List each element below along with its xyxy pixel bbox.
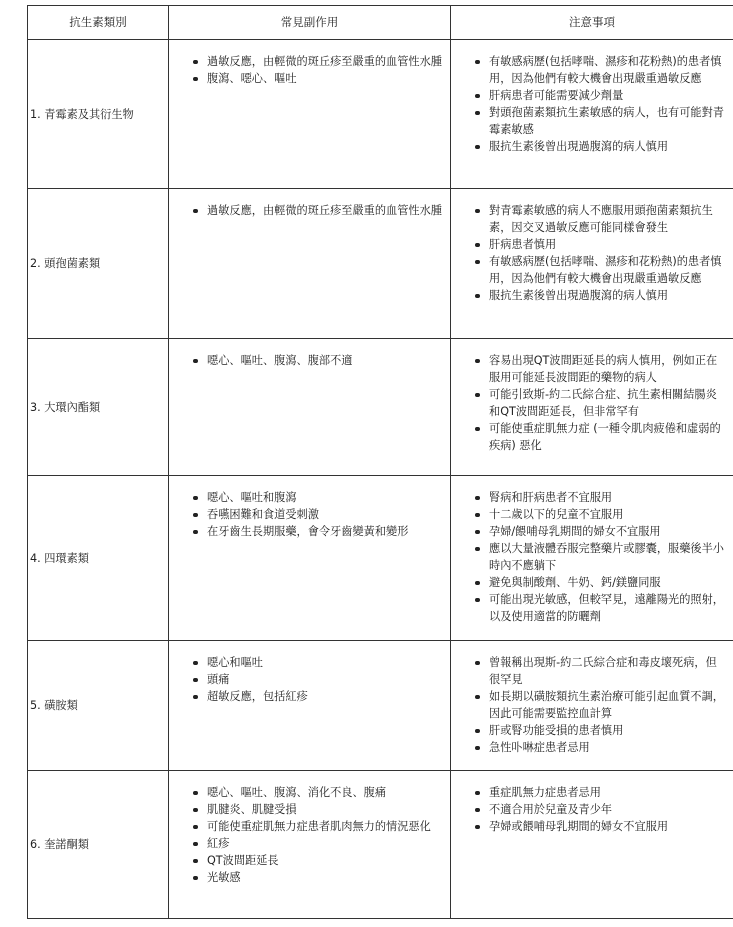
- list-item: 重症肌無力症患者忌用: [489, 784, 727, 801]
- list-item: 肝或腎功能受損的患者慎用: [489, 722, 727, 739]
- precautions-cell: [451, 641, 733, 771]
- list-item: 腹瀉、噁心、嘔吐: [207, 70, 444, 87]
- side-effects-cell: [169, 641, 451, 771]
- list-item: 服抗生素後曾出現過腹瀉的病人慎用: [489, 138, 727, 155]
- list-item: 應以大量液體吞服完整藥片或膠囊，服藥後半小時內不應躺下: [489, 540, 727, 574]
- list-item: 超敏反應，包括紅疹: [207, 688, 444, 705]
- list-item: 過敏反應，由輕微的斑丘疹至嚴重的血管性水腫: [207, 202, 444, 219]
- category-cell: 3. 大環內酯類: [28, 339, 169, 476]
- list-item: 避免與制酸劑、牛奶、鈣/鎂鹽同服: [489, 574, 727, 591]
- header-side-effects: 常見副作用: [169, 6, 451, 40]
- precautions-cell: [451, 771, 733, 919]
- category-cell: 5. 磺胺類: [28, 641, 169, 771]
- list-item: 容易出現QT波間距延長的病人慎用，例如正在服用可能延長波間距的藥物的病人: [489, 352, 727, 386]
- category-cell: 4. 四環素類: [28, 476, 169, 641]
- side-effects-list: [169, 189, 450, 219]
- header-precautions: 注意事項: [451, 6, 733, 40]
- list-item: 有敏感病歷(包括哮喘、濕疹和花粉熱)的患者慎用，因為他們有較大機會出現嚴重過敏反應: [489, 253, 727, 287]
- antibiotics-table: [27, 5, 733, 919]
- table-row: [28, 641, 733, 771]
- precautions-cell: [451, 339, 733, 476]
- list-item: 可能使重症肌無力症 (一種令肌肉疲倦和虛弱的疾病) 惡化: [489, 420, 727, 454]
- side-effects-cell: [169, 339, 451, 476]
- list-item: 十二歲以下的兒童不宜服用: [489, 506, 727, 523]
- list-item: 噁心、嘔吐和腹瀉: [207, 489, 444, 506]
- precautions-cell: [451, 40, 733, 189]
- side-effects-list: [169, 771, 450, 886]
- precautions-list: [451, 476, 733, 625]
- list-item: 噁心、嘔吐、腹瀉、腹部不適: [207, 352, 444, 369]
- side-effects-list: [169, 641, 450, 705]
- list-item: 孕婦或餵哺母乳期間的婦女不宜服用: [489, 818, 727, 835]
- precautions-list: [451, 40, 733, 155]
- side-effects-list: [169, 40, 450, 87]
- list-item: 紅疹: [207, 835, 444, 852]
- list-item: 在牙齒生長期服藥，會令牙齒變黃和變形: [207, 523, 444, 540]
- precautions-cell: [451, 476, 733, 641]
- table-row: [28, 476, 733, 641]
- precautions-list: [451, 339, 733, 454]
- list-item: 肌腱炎、肌腱受損: [207, 801, 444, 818]
- list-item: 腎病和肝病患者不宜服用: [489, 489, 727, 506]
- category-cell: 1. 青霉素及其衍生物: [28, 40, 169, 189]
- table-row: [28, 771, 733, 919]
- side-effects-cell: [169, 771, 451, 919]
- side-effects-cell: [169, 476, 451, 641]
- list-item: QT波間距延長: [207, 852, 444, 869]
- category-cell: 6. 奎諾酮類: [28, 771, 169, 919]
- list-item: 頭痛: [207, 671, 444, 688]
- list-item: 可能出現光敏感，但較罕見，遠離陽光的照射，以及使用適當的防曬劑: [489, 591, 727, 625]
- precautions-cell: [451, 189, 733, 339]
- side-effects-list: [169, 476, 450, 540]
- list-item: 吞嚥困難和食道受刺激: [207, 506, 444, 523]
- header-row: [28, 6, 733, 40]
- header-category: 抗生素類別: [28, 6, 169, 40]
- precautions-list: [451, 771, 733, 835]
- list-item: 急性卟啉症患者忌用: [489, 739, 727, 756]
- category-cell: 2. 頭孢菌素類: [28, 189, 169, 339]
- list-item: 服抗生素後曾出現過腹瀉的病人慎用: [489, 287, 727, 304]
- list-item: 如長期以磺胺類抗生素治療可能引起血質不調，因此可能需要監控血計算: [489, 688, 727, 722]
- side-effects-cell: [169, 189, 451, 339]
- list-item: 過敏反應，由輕微的斑丘疹至嚴重的血管性水腫: [207, 53, 444, 70]
- list-item: 對青霉素敏感的病人不應服用頭孢菌素類抗生素，因交叉過敏反應可能同樣會發生: [489, 202, 727, 236]
- list-item: 可能引致斯-約二氏綜合症、抗生素相關結腸炎和QT波間距延長，但非常罕有: [489, 386, 727, 420]
- precautions-list: [451, 641, 733, 756]
- list-item: 孕婦/餵哺母乳期間的婦女不宜服用: [489, 523, 727, 540]
- table-row: [28, 189, 733, 339]
- precautions-list: [451, 189, 733, 304]
- list-item: 不適合用於兒童及青少年: [489, 801, 727, 818]
- table-row: [28, 40, 733, 189]
- list-item: 肝病患者可能需要減少劑量: [489, 87, 727, 104]
- list-item: 曾報稱出現斯-約二氏綜合症和毒皮壞死病，但很罕見: [489, 654, 727, 688]
- list-item: 光敏感: [207, 869, 444, 886]
- list-item: 噁心和嘔吐: [207, 654, 444, 671]
- side-effects-cell: [169, 40, 451, 189]
- table-row: [28, 339, 733, 476]
- list-item: 有敏感病歷(包括哮喘、濕疹和花粉熱)的患者慎用，因為他們有較大機會出現嚴重過敏反應: [489, 53, 727, 87]
- list-item: 肝病患者慎用: [489, 236, 727, 253]
- list-item: 噁心、嘔吐、腹瀉、消化不良、腹痛: [207, 784, 444, 801]
- side-effects-list: [169, 339, 450, 369]
- list-item: 可能使重症肌無力症患者肌肉無力的情況惡化: [207, 818, 444, 835]
- list-item: 對頭孢菌素類抗生素敏感的病人，也有可能對青霉素敏感: [489, 104, 727, 138]
